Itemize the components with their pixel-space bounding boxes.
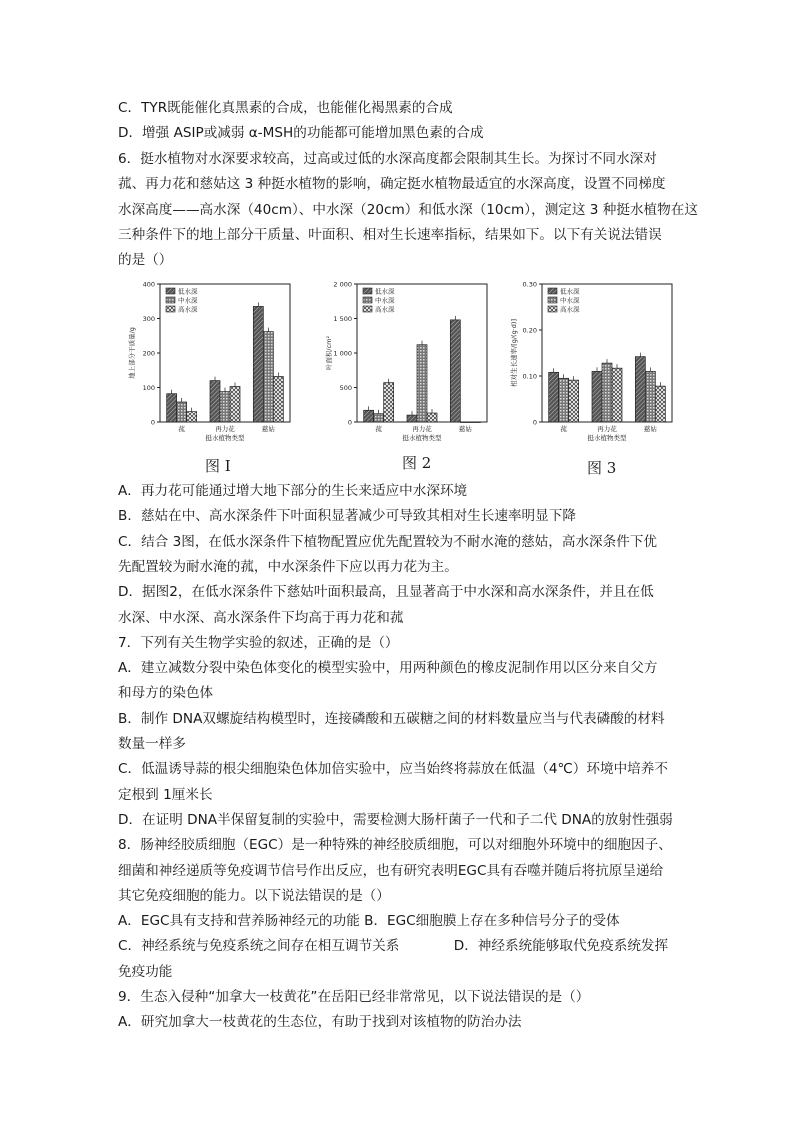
bar-低水深 [210,381,220,422]
legend-swatch [548,306,557,312]
y-tick-label: 400 [142,280,155,289]
legend-swatch [548,297,557,303]
legend-swatch [166,297,175,303]
bar-中水深 [263,332,273,422]
bar-中水深 [559,378,569,422]
text-line: 细菌和神经递质等免疫调节信号作出反应，也有研究表明EGC具有吞噬并随后将抗原呈递给 [118,862,664,879]
x-tick-label: 慈姑 [643,425,657,433]
y-tick-label: 1 500 [333,315,352,323]
text-line: C．TYR既能催化真黑素的合成，也能催化褐黑素的合成 [118,100,453,116]
bar-中水深 [645,371,655,422]
text-line: A．建立减数分裂中染色体变化的模型实验中，用两种颜色的橡皮泥制作用以区分来自父方 [118,660,658,677]
legend-swatch [166,288,175,294]
figure-3-caption: 图 3 [587,459,617,477]
y-tick-label: 0.10 [522,372,537,381]
legend-swatch [166,306,175,312]
legend-label: 中水深 [560,296,580,305]
x-tick-label: 菰 [560,425,567,433]
text-line: B．慈姑在中、高水深条件下叶面积显著减少可导致其相对生长速率明显下降 [118,508,576,525]
bar-中水深 [602,363,612,422]
figure-2 [315,278,500,443]
bar-低水深 [364,410,374,422]
text-line: A．研究加拿大一枝黄花的生态位，有助于找到对该植物的防治办法 [118,1014,522,1031]
text-line: 8．肠神经胶质细胞（EGC）是一种特殊的神经胶质细胞，可以对细胞外环境中的细胞因子、 [118,837,672,854]
y-tick-label: 300 [142,315,155,323]
x-tick-label: 再力花 [597,425,617,433]
chart-growth-rate [500,278,685,443]
bar-高水深 [230,386,240,422]
text-line: C．低温诱导蒜的根尖细胞染色体加倍实验中，应当始终将蒜放在低温（4℃）环境中培养不 [118,761,668,778]
bar-高水深 [427,413,437,422]
x-tick-label: 再力花 [215,425,235,433]
x-tick-label: 菰 [178,425,185,433]
y-axis-label: 地上部分干质量/g [128,327,136,379]
bar-低水深 [167,394,177,422]
text-line: C．神经系统与免疫系统之间存在相互调节关系 D．神经系统能够取代免疫系统发挥 [118,938,669,955]
text-line: 其它免疫细胞的能力。以下说法错误的是（） [118,887,390,904]
text-line: B．制作 DNA双螺旋结构模型时，连接磷酸和五碳糖之间的材料数量应当与代表磷酸的材料 [118,710,665,727]
figure-2-caption: 图 2 [402,454,432,472]
bar-高水深 [470,422,480,423]
x-tick-label: 再力花 [412,425,432,433]
y-tick-label: 1 000 [333,349,352,358]
text-line: 免疫功能 [118,963,173,980]
y-axis-label: 叶面积/cm² [325,335,333,371]
figure-3 [500,278,685,443]
x-tick-label: 慈姑 [458,425,472,433]
legend-swatch [363,288,372,294]
legend-label: 低水深 [178,287,198,296]
text-line: 9．生态入侵种“加拿大一枝黄花”在岳阳已经非常常见，以下说法错误的是（） [118,989,590,1005]
text-line: 三种条件下的地上部分干质量、叶面积、相对生长速率指标，结果如下。以下有关说法错误 [118,227,662,243]
text-line: A．EGC具有支持和营养肠神经元的功能 B．EGC细胞膜上存在多种信号分子的受体 [118,913,620,930]
bar-高水深 [655,386,665,422]
chart-leaf-area [315,278,500,443]
text-line: A．再力花可能通过增大地下部分的生长来适应中水深环境 [118,483,468,499]
y-axis-label: 相对生长速率/[g/(g·d)] [510,319,518,387]
figure-1 [118,278,303,443]
text-line: 和母方的染色体 [118,685,214,702]
y-tick-label: 100 [142,384,155,392]
text-line: 7．下列有关生物学实验的叙述，正确的是（） [118,634,399,651]
chart-dry-mass [118,278,303,443]
bar-高水深 [273,376,283,422]
bar-低水深 [450,320,460,422]
bar-低水深 [407,415,417,422]
bar-高水深 [187,412,197,422]
bar-中水深 [417,345,427,422]
bar-高水深 [384,383,394,422]
x-axis-label: 挺水植物类型 [205,434,245,442]
bar-中水深 [177,402,187,422]
bar-低水深 [549,372,559,422]
text-line: 的是（） [118,252,173,269]
legend-swatch [363,306,372,312]
legend-label: 高水深 [178,305,198,314]
text-line: 定根到 1厘米长 [118,786,213,803]
text-line: 先配置较为耐水淹的菰，中水深条件下应以再力花为主。 [118,558,458,575]
y-tick-label: 0.30 [522,280,537,289]
bar-低水深 [635,357,645,422]
x-tick-label: 菰 [375,425,382,433]
legend-swatch [363,297,372,303]
text-line: 水深、中水深、高水深条件下均高于再力花和菰 [118,609,404,626]
x-axis-label: 挺水植物类型 [587,434,627,442]
y-tick-label: 200 [142,349,155,358]
text-line: D．据图2，在低水深条件下慈姑叶面积最高，且显著高于中水深和高水深条件，并且在低 [118,584,654,601]
x-tick-label: 慈姑 [261,425,275,433]
text-line: 菰、再力花和慈姑这 3 种挺水植物的影响，确定挺水植物最适宜的水深高度，设置不同梯度 [118,176,666,193]
text-line: 数量一样多 [118,736,186,752]
y-tick-label: 0 [347,418,352,427]
legend-label: 低水深 [560,287,580,296]
text-line: D．在证明 DNA半保留复制的实验中，需要检测大肠杆菌子一代和子二代 DNA的放射性强弱 [118,811,673,828]
y-tick-label: 2 000 [333,280,352,289]
text-line: 水深高度——高水深（40cm）、中水深（20cm）和低水深（10cm），测定这 3 种挺水植物在这 [118,201,698,218]
y-tick-label: 0 [532,418,537,427]
y-tick-label: 0 [150,418,155,427]
text-line: D．增强 ASIP或减弱 α-MSH的功能都可能增加黑色素的合成 [118,125,484,142]
text-line: 6．挺水植物对水深要求较高，过高或过低的水深高度都会限制其生长。为探讨不同水深对 [118,150,657,167]
y-tick-label: 500 [339,384,352,392]
legend-swatch [548,288,557,294]
legend-label: 中水深 [178,296,198,305]
bar-高水深 [612,368,622,422]
legend-label: 低水深 [375,287,395,296]
bar-中水深 [460,422,470,423]
figure-1-caption: 图 I [205,457,231,475]
bar-高水深 [569,380,579,422]
legend-label: 高水深 [375,305,395,314]
legend-label: 中水深 [375,296,395,305]
bar-中水深 [220,392,230,422]
y-tick-label: 0.20 [522,326,537,335]
x-axis-label: 挺水植物类型 [402,434,442,442]
bar-低水深 [253,306,263,422]
legend-label: 高水深 [560,305,580,314]
bar-低水深 [592,371,602,422]
bar-中水深 [374,414,384,422]
text-line: C．结合 3图，在低水深条件下植物配置应优先配置较为不耐水淹的慈姑，高水深条件下优 [118,533,658,550]
